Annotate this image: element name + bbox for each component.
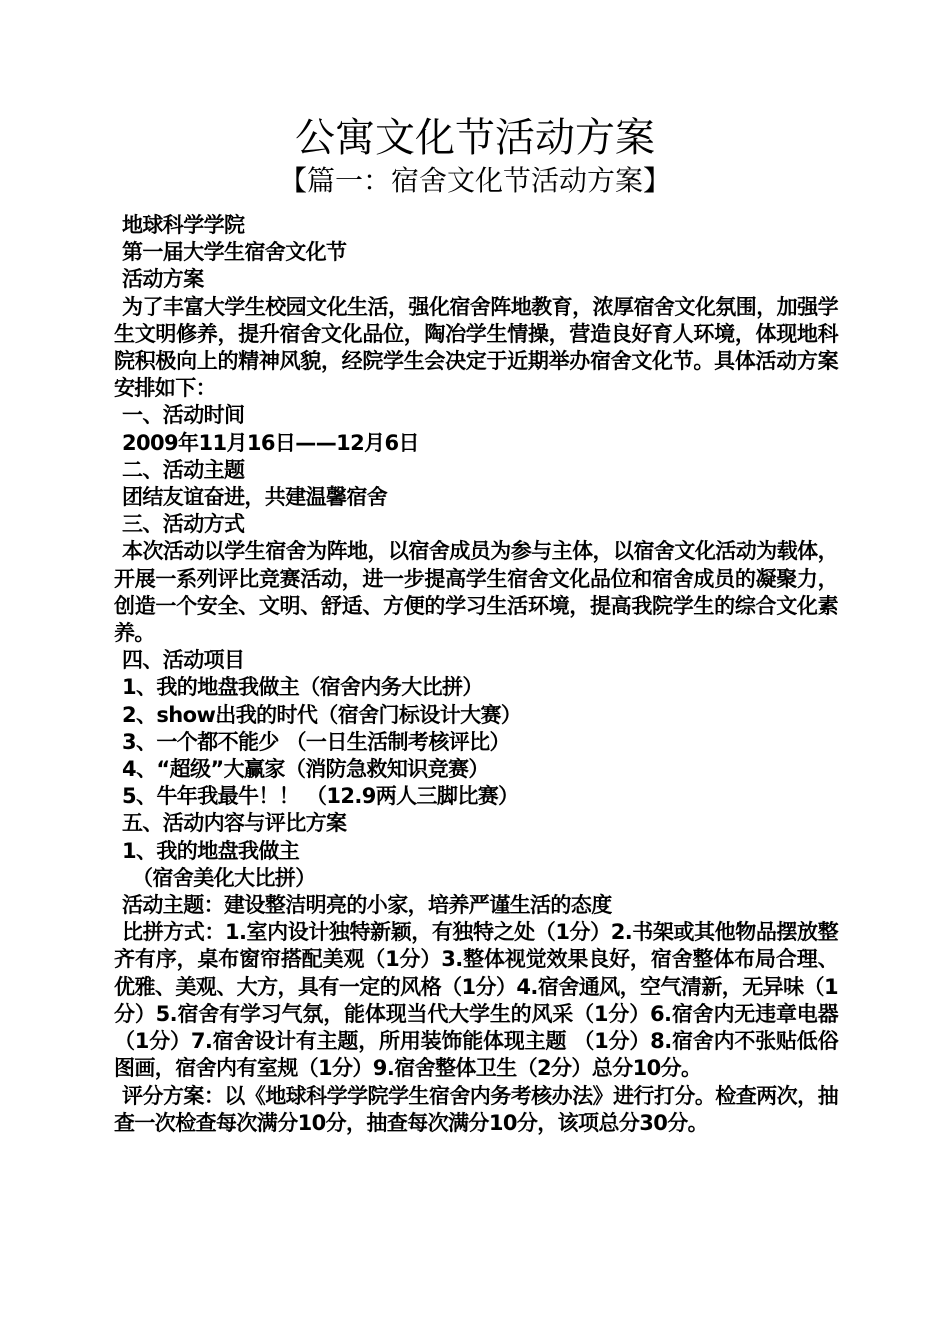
competition-method-text: 比拼方式：1.室内设计独特新颖，有独特之处（1分）2.书架或其他物品摆放整齐有序，桌布窗帘搭配美观（1分）3.整体视觉效果良好，宿舍整体布局合理、优雅、美观、大方，具有一定的风格（1分）4.宿舍通风，空气清新，无异味（1分）5.宿舍有学习气氛，能体现当代大学生的风采（1分）6.宿舍内无违章电器（1分）7.宿舍设计有主题，所用装饰能体现主题 （1分）8.宿舍内不张贴低俗图画，宿舍内有室规（1分）9.宿舍整体卫生（2分）总分10分。 [114,920,838,1081]
activity-time: 2009年11月16日——12月6日 [122,430,419,455]
list-item: 5、牛年我最牛！！ （12.9两人三脚比赛） [122,784,519,809]
activity-theme: 团结友谊奋进，共建温馨宿舍 [122,485,388,510]
document-subtitle: 【篇一：宿舍文化节活动方案】 [278,164,671,197]
list-item: 1、我的地盘我做主（宿舍内务大比拼） [122,675,483,700]
intro-text: 为了丰富大学生校园文化生活，强化宿舍阵地教育，浓厚宿舍文化氛围，加强学生文明修养，提升宿舍文化品位，陶冶学生情操，营造良好育人环境，体现地科院积极向上的精神风貌，经院学生会决定于近期举办宿舍文化节。具体活动方案安排如下： [114,294,838,401]
section-heading-theme: 二、活动主题 [122,457,245,482]
list-item: 3、一个都不能少 （一日生活制考核评比） [122,729,510,754]
competition-method-paragraph [114,919,838,1082]
scoring-paragraph [114,1083,838,1137]
section-heading-items: 四、活动项目 [122,648,245,673]
section-heading-content: 五、活动内容与评比方案 [122,811,347,836]
intro-paragraph [114,294,838,403]
method-text: 本次活动以学生宿舍为阵地，以宿舍成员为参与主体，以宿舍文化活动为载体，开展一系列评比竞赛活动，进一步提高学生宿舍文化品位和宿舍成员的凝聚力，创造一个安全、文明、舒适、方便的学习生活环境，提高我院学生的综合文化素养。 [114,539,838,646]
plan-heading: 活动方案 [122,267,204,292]
document-title: 公寓文化节活动方案 [295,115,655,161]
subsection-heading: 1、我的地盘我做主 [122,838,300,863]
document-body [114,212,838,1137]
section-heading-time: 一、活动时间 [122,403,245,428]
list-item: 4、“超级”大赢家（消防急救知识竞赛） [122,757,489,782]
college-name: 地球科学学院 [122,213,245,237]
activity-topic: 活动主题：建设整洁明亮的小家，培养严谨生活的态度 [122,893,612,918]
section-heading-method: 三、活动方式 [122,512,245,537]
method-paragraph [114,538,838,647]
list-item: 2、show出我的时代（宿舍门标设计大赛） [122,702,522,727]
festival-name: 第一届大学生宿舍文化节 [122,240,347,265]
scoring-text: 评分方案：以《地球科学学院学生宿舍内务考核办法》进行打分。检查两次，抽查一次检查每次满分10分，抽查每次满分10分，该项总分30分。 [114,1083,838,1135]
subsection-subtitle: （宿舍美化大比拼） [132,865,316,890]
